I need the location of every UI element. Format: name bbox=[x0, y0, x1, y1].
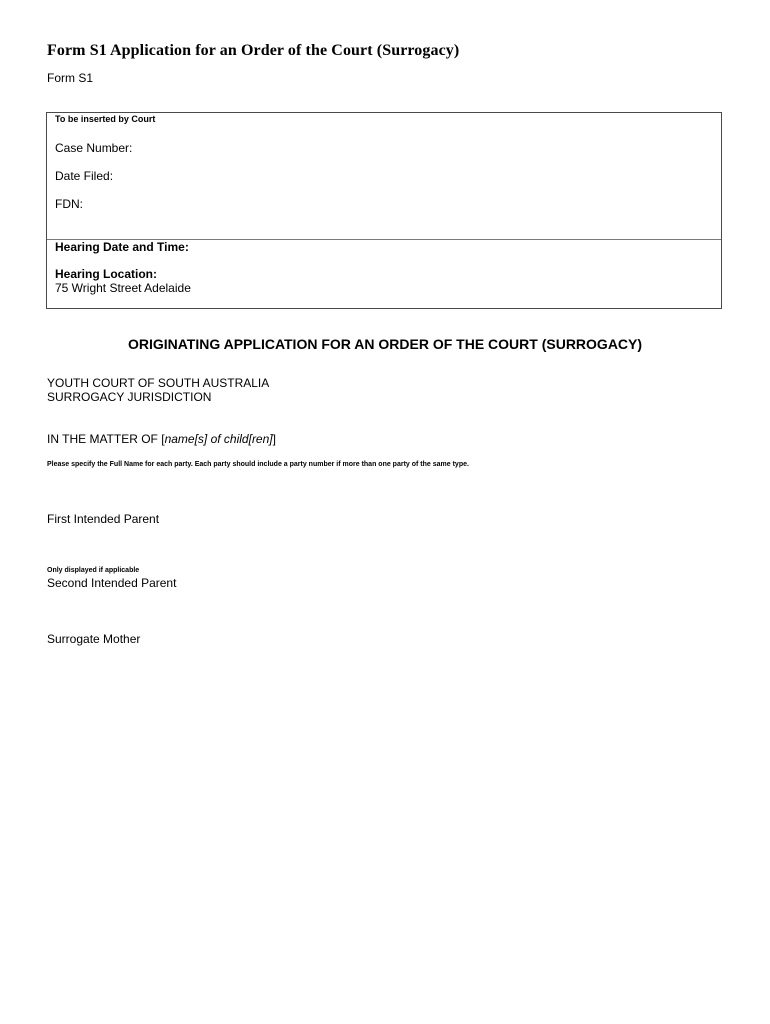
matter-suffix: ] bbox=[272, 432, 276, 446]
hearing-date-label: Hearing Date and Time: bbox=[55, 240, 189, 254]
application-heading: ORIGINATING APPLICATION FOR AN ORDER OF THE COURT (SURROGACY) bbox=[127, 336, 643, 352]
jurisdiction: SURROGACY JURISDICTION bbox=[47, 390, 212, 404]
hearing-location-label: Hearing Location: bbox=[55, 267, 158, 281]
fdn-label: FDN: bbox=[55, 197, 83, 211]
case-number-label: Case Number: bbox=[55, 141, 133, 155]
matter-prefix: IN THE MATTER OF [ bbox=[47, 432, 165, 446]
form-code: Form S1 bbox=[47, 71, 94, 85]
second-intended-parent-label: Second Intended Parent bbox=[47, 576, 177, 590]
page-title: Form S1 Application for an Order of the Court (Surrogacy) bbox=[47, 42, 460, 59]
date-filed-label: Date Filed: bbox=[55, 169, 114, 183]
court-box-caption: To be inserted by Court bbox=[55, 114, 156, 124]
surrogate-mother-label: Surrogate Mother bbox=[47, 632, 141, 646]
court-name: YOUTH COURT OF SOUTH AUSTRALIA bbox=[47, 376, 270, 390]
matter-line bbox=[47, 432, 276, 446]
applicable-note: Only displayed if applicable bbox=[47, 567, 140, 574]
hearing-location-value: 75 Wright Street Adelaide bbox=[55, 281, 191, 295]
party-instruction: Please specify the Full Name for each party. Each party should include a party number if more than one party of the same type. bbox=[47, 461, 469, 468]
first-intended-parent-label: First Intended Parent bbox=[47, 512, 160, 526]
court-use-box bbox=[46, 112, 722, 309]
child-name-placeholder: name[s] of child[ren] bbox=[164, 432, 273, 446]
